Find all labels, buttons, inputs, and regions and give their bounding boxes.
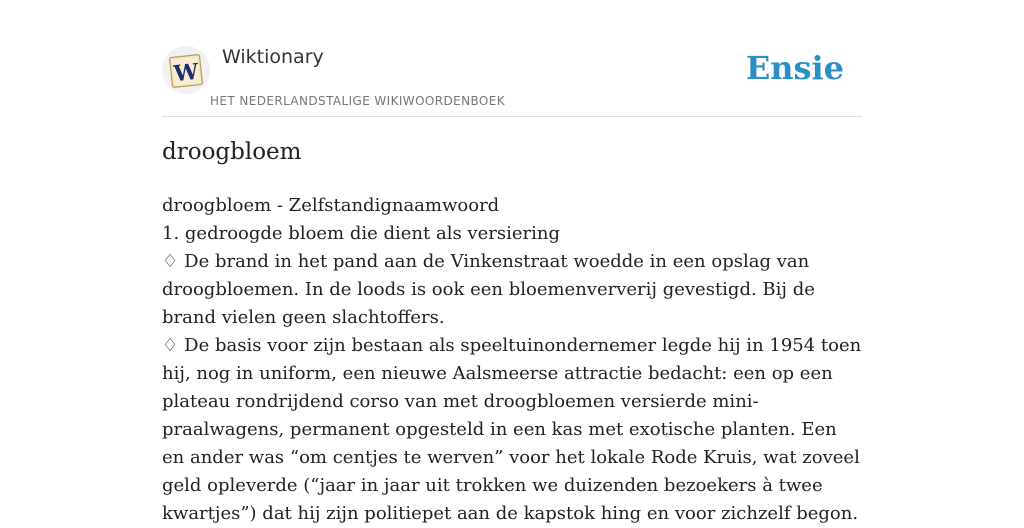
site-header — [162, 40, 862, 117]
ensie-brand-link[interactable]: Ensie — [745, 49, 844, 87]
entry-content — [162, 192, 862, 528]
example-text: De basis voor zijn bestaan als speeltuinondernemer legde hij in 1954 toen hij, nog in uniform, een nieuwe Aalsmeerse attractie bedacht: een op een plateau rondrijdend corso van met droogbloemen versierde mini-praalwagens, permanent opgesteld in een kas met exotische planten. Een en ander was “om centjes te werven” voor het lokale Rode Kruis, wat zoveel geld opleverde (“jaar in jaar uit trokken we duizenden bezoekers à twee kwartjes”) dat hij zijn politiepet aan de kapstok hing en voor zichzelf begon. — [162, 335, 862, 524]
wiktionary-logo-icon[interactable] — [162, 46, 210, 94]
logo-letter: W — [172, 58, 200, 88]
site-name[interactable]: Wiktionary — [222, 46, 324, 68]
entry-definition: 1. gedroogde bloem die dient als versiering — [162, 223, 560, 244]
example-diamond-icon: ♢ — [162, 335, 179, 356]
example-text: De brand in het pand aan de Vinkenstraat woedde in een opslag van droogbloemen. In de loods is ook een bloemenververij gevestigd. Bij de brand vielen geen slachtoffers. — [162, 251, 815, 328]
example-sentence — [162, 332, 862, 528]
example-sentence — [162, 248, 862, 332]
entry-heading: droogbloem - Zelfstandignaamwoord — [162, 195, 500, 216]
page-title: droogbloem — [162, 139, 302, 165]
site-tagline: HET NEDERLANDSTALIGE WIKIWOORDENBOEK — [210, 94, 506, 108]
example-diamond-icon: ♢ — [162, 251, 179, 272]
wiktionary-w-tile-icon — [167, 52, 205, 90]
